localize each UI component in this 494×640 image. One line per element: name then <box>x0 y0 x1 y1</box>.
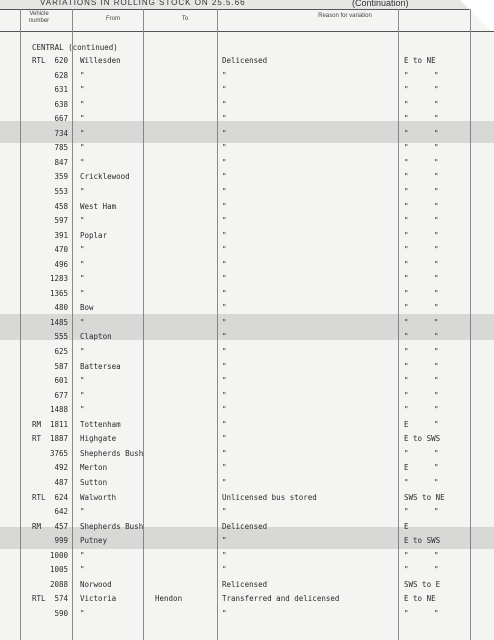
area-cell: " <box>404 376 409 386</box>
from-cell: Highgate <box>80 434 117 444</box>
area-cell: " <box>404 85 409 95</box>
area-cell: " <box>404 259 409 269</box>
reason-cell: Relicensed <box>222 579 268 589</box>
area-ditto-cell: " <box>434 405 439 415</box>
from-cell: Putney <box>80 536 108 546</box>
table-row <box>0 433 494 447</box>
area-ditto-cell: " <box>434 448 439 458</box>
from-cell: Tottenham <box>80 419 121 429</box>
table-row <box>0 564 494 578</box>
vehicle-number-cell: 1365 <box>49 288 68 298</box>
area-ditto-cell: " <box>434 99 439 109</box>
reason-cell: " <box>222 201 227 211</box>
area-ditto-cell: " <box>434 347 439 356</box>
reason-cell: Delicensed <box>222 56 268 65</box>
area-cell: " <box>404 172 409 182</box>
reason-cell: " <box>222 157 227 167</box>
reason-cell: " <box>222 186 227 196</box>
vehicle-number-cell: 1811 <box>49 419 68 429</box>
vehicle-number-cell: 470 <box>54 245 68 255</box>
reason-cell: " <box>222 565 227 575</box>
area-cell: " <box>404 128 409 138</box>
class-cell: RTL <box>32 492 46 502</box>
table-row <box>0 113 494 127</box>
vehicle-number-cell: 999 <box>54 536 68 546</box>
reason-cell: " <box>222 608 227 618</box>
table-row <box>0 390 494 404</box>
vehicle-number-header: Vehicle number <box>28 11 50 24</box>
from-cell: " <box>80 405 85 415</box>
vehicle-number-cell: 487 <box>54 477 68 487</box>
vehicle-number-cell: 620 <box>54 56 68 65</box>
from-cell: " <box>80 565 85 575</box>
from-cell: Clapton <box>80 332 112 342</box>
table-row <box>0 404 494 418</box>
reason-cell: Unlicensed bus stored <box>222 492 317 502</box>
reason-cell: " <box>222 99 227 109</box>
table-row <box>0 230 494 244</box>
table-row <box>0 506 494 520</box>
from-cell: " <box>80 390 85 400</box>
reason-cell: " <box>222 434 227 444</box>
area-cell: " <box>404 361 409 371</box>
from-header: From <box>106 16 120 22</box>
table-row <box>0 142 494 156</box>
from-cell: " <box>80 245 85 255</box>
area-cell: " <box>404 70 409 80</box>
table-row <box>0 579 494 593</box>
reason-cell: " <box>222 536 227 546</box>
from-cell: Shepherds Bush <box>80 448 144 458</box>
from-cell: Walworth <box>80 492 117 502</box>
area-cell: " <box>404 99 409 109</box>
vehicle-number-cell: 391 <box>54 230 68 240</box>
area-cell: E <box>404 419 409 429</box>
reason-cell: " <box>222 419 227 429</box>
table-row <box>0 302 494 316</box>
area-cell: " <box>404 186 409 196</box>
table-row <box>0 477 494 491</box>
from-cell: " <box>80 128 85 138</box>
vehicle-number-cell: 1887 <box>49 434 68 444</box>
vehicle-number-cell: 492 <box>54 463 68 473</box>
area-ditto-cell: " <box>434 230 439 240</box>
reason-cell: " <box>222 405 227 415</box>
area-ditto-cell: " <box>434 114 439 124</box>
from-cell: " <box>80 274 85 284</box>
reason-cell: " <box>222 507 227 517</box>
area-cell: " <box>404 157 409 167</box>
reason-cell: " <box>222 288 227 298</box>
vehicle-number-cell: 642 <box>54 507 68 517</box>
vehicle-number-cell: 667 <box>54 114 68 124</box>
table-row <box>0 550 494 564</box>
area-cell: " <box>404 317 409 327</box>
from-cell: Norwood <box>80 579 112 589</box>
area-cell: " <box>404 390 409 400</box>
table-row <box>0 361 494 375</box>
area-ditto-cell: " <box>434 128 439 138</box>
area-cell: " <box>404 303 409 313</box>
from-cell: Battersea <box>80 361 121 371</box>
reason-cell: Transferred and delicensed <box>222 594 340 604</box>
area-ditto-cell: " <box>434 463 439 473</box>
area-ditto-cell: " <box>434 550 439 560</box>
class-cell: RM <box>32 419 42 429</box>
area-cell: " <box>404 288 409 298</box>
vehicle-number-cell: 847 <box>54 157 68 167</box>
reason-cell: " <box>222 85 227 95</box>
reason-cell: " <box>222 376 227 386</box>
table-row <box>0 375 494 389</box>
from-cell: Cricklewood <box>80 172 130 182</box>
area-ditto-cell: " <box>434 419 439 429</box>
vehicle-number-cell: 480 <box>54 303 68 313</box>
area-ditto-cell: " <box>434 317 439 327</box>
from-cell: " <box>80 99 85 109</box>
table-row <box>0 448 494 462</box>
area-cell: " <box>404 405 409 415</box>
from-cell: " <box>80 259 85 269</box>
table-row <box>0 186 494 200</box>
area-cell: " <box>404 448 409 458</box>
vehicle-number-cell: 734 <box>54 128 68 138</box>
table-row <box>0 244 494 258</box>
vehicle-number-cell: 1283 <box>49 274 68 284</box>
area-ditto-cell: " <box>434 274 439 284</box>
area-cell: " <box>404 274 409 284</box>
table-row <box>0 157 494 171</box>
area-ditto-cell: " <box>434 201 439 211</box>
area-ditto-cell: " <box>434 245 439 255</box>
area-cell: " <box>404 550 409 560</box>
table-row <box>0 521 494 535</box>
vehicle-number-cell: 677 <box>54 390 68 400</box>
table-row <box>0 331 494 345</box>
area-ditto-cell: " <box>434 361 439 371</box>
reason-cell: " <box>222 361 227 371</box>
area-ditto-cell: " <box>434 157 439 167</box>
vehicle-number-cell: 496 <box>54 259 68 269</box>
from-cell: Merton <box>80 463 108 473</box>
to-header: To <box>181 16 189 22</box>
vehicle-number-cell: 1485 <box>49 317 68 327</box>
class-cell: RT <box>32 434 42 444</box>
from-cell: " <box>80 507 85 517</box>
area-cell: SWS to E <box>404 579 441 589</box>
area-ditto-cell: " <box>434 376 439 386</box>
from-cell: " <box>80 288 85 298</box>
area-cell: " <box>404 565 409 575</box>
reason-cell: " <box>222 347 227 356</box>
vehicle-number-cell: 458 <box>54 201 68 211</box>
area-ditto-cell: " <box>434 85 439 95</box>
area-cell: " <box>404 332 409 342</box>
vehicle-number-cell: 457 <box>54 521 68 531</box>
reason-cell: " <box>222 317 227 327</box>
table-row <box>0 288 494 302</box>
area-cell: E <box>404 463 409 473</box>
reason-cell: " <box>222 332 227 342</box>
reason-cell: " <box>222 550 227 560</box>
reason-cell: Delicensed <box>222 521 268 531</box>
area-ditto-cell: " <box>434 303 439 313</box>
area-ditto-cell: " <box>434 216 439 226</box>
area-ditto-cell: " <box>434 259 439 269</box>
table-row <box>0 492 494 506</box>
area-ditto-cell: " <box>434 608 439 618</box>
class-cell: RTL <box>32 594 46 604</box>
vehicle-number-cell: 2088 <box>49 579 68 589</box>
table-row <box>0 215 494 229</box>
reason-cell: " <box>222 172 227 182</box>
from-cell: " <box>80 114 85 124</box>
reason-cell: " <box>222 143 227 153</box>
vehicle-number-cell: 590 <box>54 608 68 618</box>
table-row <box>0 128 494 142</box>
vehicle-number-cell: 1000 <box>49 550 68 560</box>
area-cell: " <box>404 245 409 255</box>
vehicle-number-cell: 631 <box>54 85 68 95</box>
reason-cell: " <box>222 448 227 458</box>
from-cell: " <box>80 550 85 560</box>
from-cell: Sutton <box>80 477 108 487</box>
reason-cell: " <box>222 128 227 138</box>
reason-cell: " <box>222 216 227 226</box>
vehicle-number-cell: 628 <box>54 70 68 80</box>
from-cell: Shepherds Bush <box>80 521 144 531</box>
from-cell: Bow <box>80 303 94 313</box>
vehicle-number-cell: 359 <box>54 172 68 182</box>
area-cell: E to NE <box>404 594 436 604</box>
vehicle-number-cell: 785 <box>54 143 68 153</box>
area-ditto-cell: " <box>434 390 439 400</box>
table-row <box>0 70 494 84</box>
vehicle-number-cell: 624 <box>54 492 68 502</box>
from-cell: " <box>80 70 85 80</box>
reason-cell: " <box>222 477 227 487</box>
from-cell: Poplar <box>80 230 108 240</box>
reason-cell: " <box>222 114 227 124</box>
table-row <box>0 55 494 69</box>
vehicle-number-cell: 555 <box>54 332 68 342</box>
area-cell: E to NE <box>404 56 436 65</box>
vehicle-number-cell: 553 <box>54 186 68 196</box>
table-row <box>0 317 494 331</box>
vehicle-number-cell: 625 <box>54 347 68 356</box>
reason-cell: " <box>222 245 227 255</box>
area-ditto-cell: " <box>434 143 439 153</box>
area-ditto-cell: " <box>434 565 439 575</box>
vehicle-number-cell: 574 <box>54 594 68 604</box>
reason-cell: " <box>222 303 227 313</box>
form-title: VARIATIONS IN ROLLING STOCK ON 25.5.66 <box>40 0 246 7</box>
from-cell: Willesden <box>80 56 121 65</box>
area-ditto-cell: " <box>434 186 439 196</box>
table-row <box>0 99 494 113</box>
reason-cell: " <box>222 463 227 473</box>
area-cell: " <box>404 216 409 226</box>
class-cell: RTL <box>32 56 46 65</box>
area-cell: " <box>404 143 409 153</box>
table-row <box>0 346 494 360</box>
area-cell: " <box>404 507 409 517</box>
area-ditto-cell: " <box>434 70 439 80</box>
reason-cell: " <box>222 230 227 240</box>
reason-cell: " <box>222 390 227 400</box>
from-cell: Victoria <box>80 594 117 604</box>
vehicle-number-cell: 638 <box>54 99 68 109</box>
area-ditto-cell: " <box>434 288 439 298</box>
area-cell: E <box>404 521 409 531</box>
table-row <box>0 201 494 215</box>
section-heading: CENTRAL (continued) <box>32 43 118 52</box>
from-cell: West Ham <box>80 201 117 211</box>
reason-cell: " <box>222 274 227 284</box>
area-ditto-cell: " <box>434 332 439 342</box>
vehicle-number-cell: 597 <box>54 216 68 226</box>
area-cell: " <box>404 230 409 240</box>
vehicle-number-cell: 587 <box>54 361 68 371</box>
from-cell: " <box>80 347 85 356</box>
area-ditto-cell: " <box>434 477 439 487</box>
from-cell: " <box>80 85 85 95</box>
to-cell: Hendon <box>155 594 183 604</box>
area-cell: E to SWS <box>404 434 441 444</box>
area-cell: SWS to NE <box>404 492 445 502</box>
from-cell: " <box>80 317 85 327</box>
table-row <box>0 84 494 98</box>
table-row <box>0 171 494 185</box>
table-row <box>0 593 494 607</box>
table-row <box>0 535 494 549</box>
table-row <box>0 273 494 287</box>
area-ditto-cell: " <box>434 507 439 517</box>
column-header-row <box>0 9 494 32</box>
from-cell: " <box>80 608 85 618</box>
area-cell: " <box>404 114 409 124</box>
vehicle-number-cell: 601 <box>54 376 68 386</box>
area-cell: " <box>404 608 409 618</box>
vehicle-number-cell: 3765 <box>49 448 68 458</box>
area-ditto-cell: " <box>434 172 439 182</box>
table-row <box>0 462 494 476</box>
area-cell: " <box>404 347 409 356</box>
from-cell: " <box>80 376 85 386</box>
vehicle-number-cell: 1005 <box>49 565 68 575</box>
vehicle-number-cell: 1488 <box>49 405 68 415</box>
reason-cell: " <box>222 70 227 80</box>
from-cell: " <box>80 216 85 226</box>
continuation-label: (Continuation) <box>352 0 409 8</box>
reason-header: Reason for variation <box>318 13 372 19</box>
from-cell: " <box>80 186 85 196</box>
area-cell: " <box>404 201 409 211</box>
table-row <box>0 419 494 433</box>
from-cell: " <box>80 157 85 167</box>
table-row <box>0 608 494 622</box>
area-cell: " <box>404 477 409 487</box>
reason-cell: " <box>222 259 227 269</box>
area-cell: E to SWS <box>404 536 441 546</box>
from-cell: " <box>80 143 85 153</box>
class-cell: RM <box>32 521 42 531</box>
table-row <box>0 259 494 273</box>
